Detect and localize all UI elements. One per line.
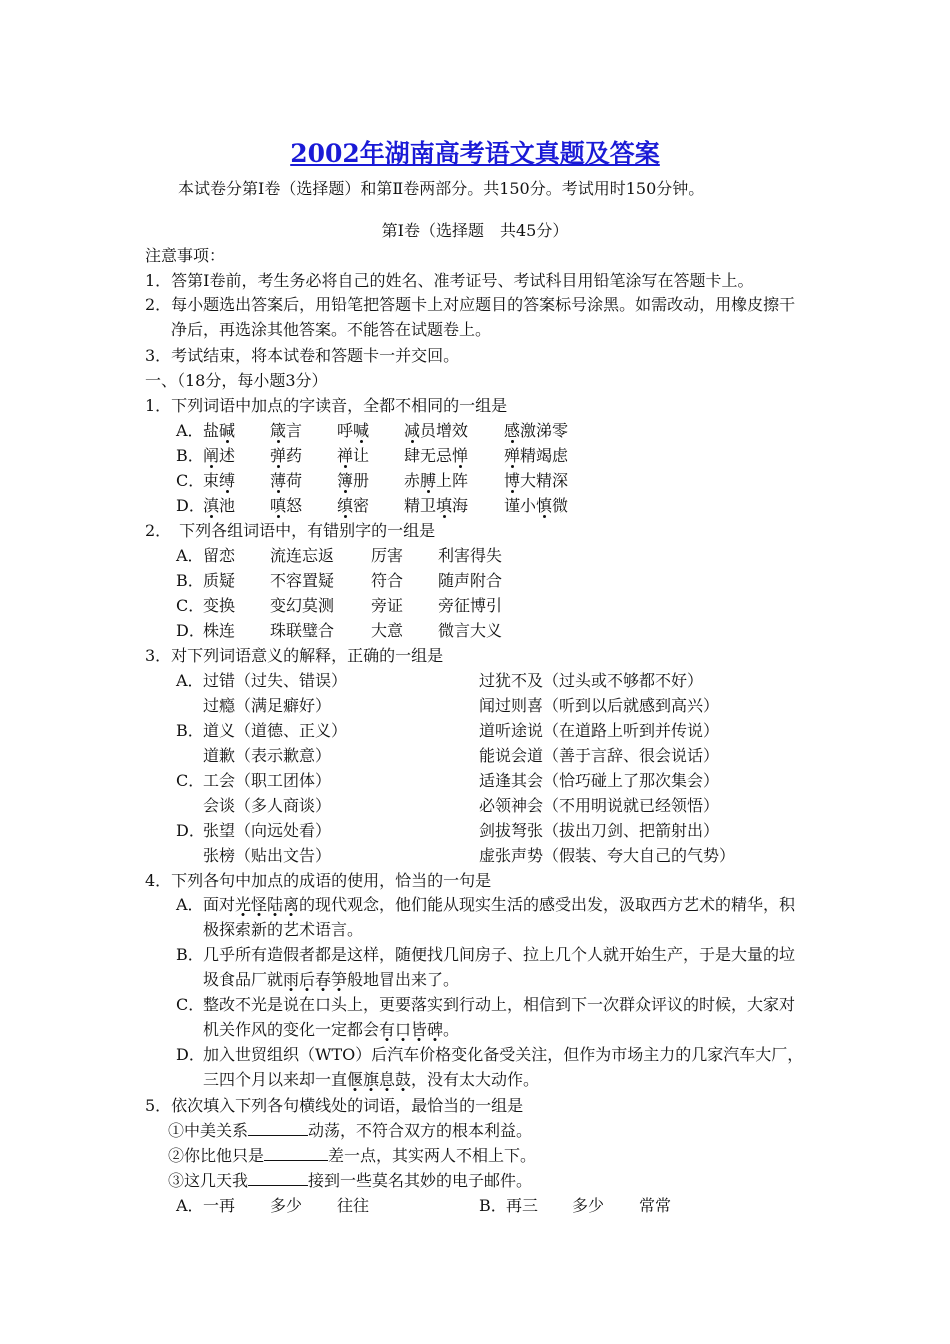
word-text: 册 xyxy=(353,471,370,490)
document-body xyxy=(145,243,810,1218)
dotted-idiom: 有口皆碑 xyxy=(379,1020,443,1042)
definition-right: 虚张声势（假装、夸大自己的气势） xyxy=(479,846,736,865)
option-paragraph xyxy=(145,893,810,942)
option-letter: C． xyxy=(176,771,205,790)
word: 符合 xyxy=(371,571,404,590)
question-4-stem: 4．下列各句中加点的成语的使用，恰当的一句是 xyxy=(145,871,492,890)
option-letter: A． xyxy=(176,546,204,565)
word xyxy=(203,418,235,443)
word xyxy=(337,493,369,518)
option-letter: B． xyxy=(176,446,204,465)
definition-left: 过瘾（满足癖好） xyxy=(203,696,332,715)
question-4-options xyxy=(145,893,810,1092)
option-paragraph xyxy=(145,993,810,1042)
question-5-content xyxy=(145,1118,810,1218)
option-letter: D． xyxy=(176,1045,205,1064)
word xyxy=(504,418,568,443)
word-text: 精卫 xyxy=(404,496,437,515)
word-text: 药 xyxy=(286,446,303,465)
notice-label: 注意事项： xyxy=(145,246,226,265)
definition-right: 必领神会（不用明说就已经领悟） xyxy=(479,796,720,815)
word-text: 海 xyxy=(452,496,469,515)
question-3-stem: 3．对下列词语意义的解释，正确的一组是 xyxy=(145,646,444,665)
word: 流连忘返 xyxy=(270,546,335,565)
dotted-char: 阐 xyxy=(203,446,220,465)
definition-right: 能说会道（善于言辞、很会说话） xyxy=(479,746,720,765)
option-letter: B． xyxy=(176,945,204,964)
word-text: 员增效 xyxy=(420,421,469,440)
word xyxy=(337,468,369,493)
dotted-char: 簿 xyxy=(337,471,354,490)
sentence-text: ③这几天我 xyxy=(168,1171,249,1190)
dotted-char: 缜 xyxy=(337,496,354,515)
word xyxy=(270,418,302,443)
option-paragraph xyxy=(145,943,810,992)
notice-item: 3．考试结束，将本试卷和答题卡一并交回。 xyxy=(145,346,460,365)
definition-left: 道歉（表示歉意） xyxy=(203,746,332,765)
dotted-char: 碱 xyxy=(219,421,236,440)
word-text: 微 xyxy=(552,496,569,515)
word: 随声附合 xyxy=(438,571,503,590)
blank-line xyxy=(248,1118,308,1136)
dotted-idiom: 光怪陆离 xyxy=(235,895,299,917)
sentence-text: 整改不光是说在口头上，更要落实到行动上，相信到下一次群众评议的时候，大家对机关作风的变化一定都会 xyxy=(203,995,796,1039)
dotted-char: 博 xyxy=(504,471,521,490)
title-link[interactable]: 2002年湖南高考语文真题及答案 xyxy=(290,139,660,168)
option-paragraph xyxy=(145,1043,810,1092)
word-text: 谨小 xyxy=(504,496,537,515)
word xyxy=(337,418,369,443)
word: 一再 xyxy=(203,1196,236,1215)
word xyxy=(504,468,568,493)
word xyxy=(404,418,468,443)
document-title[interactable] xyxy=(0,134,950,170)
word: 厉害 xyxy=(371,546,404,565)
fill-sentence xyxy=(145,1143,810,1168)
dotted-char: 薄 xyxy=(270,471,287,490)
option-letter: D． xyxy=(176,496,205,515)
option-row xyxy=(145,668,810,693)
question-2-options xyxy=(145,543,810,643)
option-row xyxy=(145,743,810,768)
dotted-char: 箴 xyxy=(270,421,287,440)
sentence-text: 。 xyxy=(443,1019,460,1039)
dotted-char: 填 xyxy=(436,496,453,515)
word: 留恋 xyxy=(203,546,236,565)
definition-right: 剑拔弩张（拔出刀剑、把箭射出） xyxy=(479,821,720,840)
question-1-stem: 1．下列词语中加点的字读音，全都不相同的一组是 xyxy=(145,396,508,415)
word xyxy=(203,493,235,518)
sentence-text: 几乎所有造假者都是这样，随便找几间房子、拉上几个人就开始生产，于是大量的垃圾食品厂就 xyxy=(203,945,796,989)
word-text: 池 xyxy=(219,496,236,515)
question-1-options xyxy=(145,418,810,518)
sentence-text: ①中美关系 xyxy=(168,1121,249,1140)
dotted-char: 嗔 xyxy=(270,496,287,515)
word-text: 精竭虑 xyxy=(520,446,569,465)
definition-right: 道听途说（在道路上听到并传说） xyxy=(479,721,720,740)
word xyxy=(504,443,568,468)
option-letter: C． xyxy=(176,471,205,490)
word: 往往 xyxy=(337,1196,370,1215)
option-row xyxy=(145,418,810,443)
fill-sentence xyxy=(145,1168,810,1193)
option-letter: A． xyxy=(176,895,204,914)
word-text: 让 xyxy=(353,446,370,465)
option-letter: B． xyxy=(176,721,204,740)
word: 变换 xyxy=(203,596,236,615)
definition-right: 闻过则喜（听到以后就感到高兴） xyxy=(479,696,720,715)
dotted-char: 喊 xyxy=(353,421,370,440)
option-row xyxy=(145,793,810,818)
word xyxy=(504,493,568,518)
dotted-char: 缚 xyxy=(219,471,236,490)
word: 多少 xyxy=(270,1196,303,1215)
sentence-text: 接到一些莫名其妙的电子邮件。 xyxy=(308,1171,533,1190)
word-text: 赤 xyxy=(404,471,421,490)
word: 大意 xyxy=(371,621,404,640)
definition-left: 张榜（贴出文告） xyxy=(203,846,332,865)
word xyxy=(270,468,302,493)
definition-left: 道义（道德、正义） xyxy=(203,721,348,740)
word-text: 上阵 xyxy=(436,471,469,490)
word: 旁证 xyxy=(371,596,404,615)
option-row xyxy=(145,543,810,568)
sentence-text: 的现代观念，他们能从现实生活的感受出发，汲取西方艺术的精华，积极探索新的艺术语言。 xyxy=(203,895,796,939)
word: 质疑 xyxy=(203,571,236,590)
dotted-char: 弹 xyxy=(270,446,287,465)
word xyxy=(270,493,302,518)
dotted-char: 惮 xyxy=(452,446,469,465)
option-row xyxy=(145,593,810,618)
option-row xyxy=(145,843,810,868)
answer-choices xyxy=(145,1193,810,1218)
word: 微言大义 xyxy=(438,621,503,640)
word: 再三 xyxy=(506,1196,539,1215)
word: 利害得失 xyxy=(438,546,503,565)
dotted-char: 殚 xyxy=(504,446,521,465)
word-text: 怒 xyxy=(286,496,303,515)
word-text: 荷 xyxy=(286,471,303,490)
option-letter: B． xyxy=(176,571,204,590)
word: 旁征博引 xyxy=(438,596,503,615)
dotted-char: 禅 xyxy=(337,446,354,465)
sentence-text: 面对 xyxy=(203,895,236,914)
sentence-text: 般地冒出来了。 xyxy=(347,969,460,989)
option-row xyxy=(145,693,810,718)
definition-left: 张望（向远处看） xyxy=(203,821,332,840)
word xyxy=(404,493,468,518)
word xyxy=(203,443,235,468)
notice-item: 2．每小题选出答案后，用铅笔把答题卡上对应题目的答案标号涂黑。如需改动，用橡皮擦干净后，再选涂其他答案。不能答在试题卷上。 xyxy=(145,295,796,339)
dotted-char: 膊 xyxy=(420,471,437,490)
option-row xyxy=(145,493,810,518)
blank-line xyxy=(248,1168,308,1186)
dotted-idiom: 偃旗息鼓 xyxy=(347,1070,411,1092)
question-2-stem: 2． 下列各组词语中，有错别字的一组是 xyxy=(145,521,436,540)
dotted-char: 慎 xyxy=(536,496,553,515)
fill-sentence xyxy=(145,1118,810,1143)
option-row xyxy=(145,718,810,743)
sentence-text: ②你比他只是 xyxy=(168,1146,265,1165)
word-text: 束 xyxy=(203,471,220,490)
sentence-text: 动荡，不符合双方的根本利益。 xyxy=(308,1121,533,1140)
word: 常常 xyxy=(639,1196,672,1215)
word-text: 呼 xyxy=(337,421,354,440)
definition-right: 适逢其会（恰巧碰上了那次集会） xyxy=(479,771,720,790)
question-5-stem: 5．依次填入下列各句横线处的词语，最恰当的一组是 xyxy=(145,1096,524,1115)
dotted-idiom: 雨后春笋 xyxy=(283,970,347,992)
option-row xyxy=(145,443,810,468)
word xyxy=(270,443,302,468)
option-row xyxy=(145,468,810,493)
definition-left: 工会（职工团体） xyxy=(203,771,332,790)
blank-line xyxy=(264,1143,328,1161)
sentence-text: ，没有太大动作。 xyxy=(411,1069,540,1089)
word-text: 述 xyxy=(219,446,236,465)
word-text: 言 xyxy=(286,421,303,440)
word-text: 盐 xyxy=(203,421,220,440)
dotted-char: 滇 xyxy=(203,496,220,515)
definition-left: 过错（过失、错误） xyxy=(203,671,348,690)
section-heading: 一、（18分，每小题3分） xyxy=(145,371,328,390)
option-letter: C． xyxy=(176,596,205,615)
word-text: 肆无忌 xyxy=(404,446,453,465)
part1-heading: 第Ⅰ卷（选择题 共45分） xyxy=(381,221,569,240)
option-letter: A． xyxy=(176,421,204,440)
option-row xyxy=(145,618,810,643)
intro-text: 本试卷分第Ⅰ卷（选择题）和第Ⅱ卷两部分。共150分。考试用时150分钟。 xyxy=(178,179,705,198)
sentence-text: 差一点，其实两人不相上下。 xyxy=(328,1146,537,1165)
word xyxy=(337,443,369,468)
option-row xyxy=(145,818,810,843)
word: 株连 xyxy=(203,621,236,640)
option-letter: A． xyxy=(176,1196,204,1215)
word xyxy=(404,468,468,493)
word: 珠联璧合 xyxy=(270,621,335,640)
word-text: 激涕零 xyxy=(520,421,569,440)
option-row xyxy=(145,768,810,793)
option-letter: D． xyxy=(176,621,205,640)
option-letter: C． xyxy=(176,995,205,1014)
word: 变幻莫测 xyxy=(270,596,335,615)
dotted-char: 感 xyxy=(504,421,521,440)
option-letter: D． xyxy=(176,821,205,840)
option-letter: B． xyxy=(479,1196,507,1215)
question-3-options xyxy=(145,668,810,868)
word-text: 大精深 xyxy=(520,471,569,490)
word-text: 密 xyxy=(353,496,370,515)
definition-right: 过犹不及（过头或不够都不好） xyxy=(479,671,704,690)
word: 多少 xyxy=(572,1196,605,1215)
definition-left: 会谈（多人商谈） xyxy=(203,796,332,815)
option-row xyxy=(145,568,810,593)
notice-item: 1．答第Ⅰ卷前，考生务必将自己的姓名、准考证号、考试科目用铅笔涂写在答题卡上。 xyxy=(145,271,754,290)
option-letter: A． xyxy=(176,671,204,690)
word xyxy=(404,443,468,468)
word xyxy=(203,468,235,493)
word: 不容置疑 xyxy=(270,571,335,590)
dotted-char: 减 xyxy=(404,421,421,440)
sentence-text: 加入世贸组织（WTO）后汽车价格变化备受关注，但作为市场主力的几家汽车大厂，三四个月以来却一直 xyxy=(203,1045,804,1089)
